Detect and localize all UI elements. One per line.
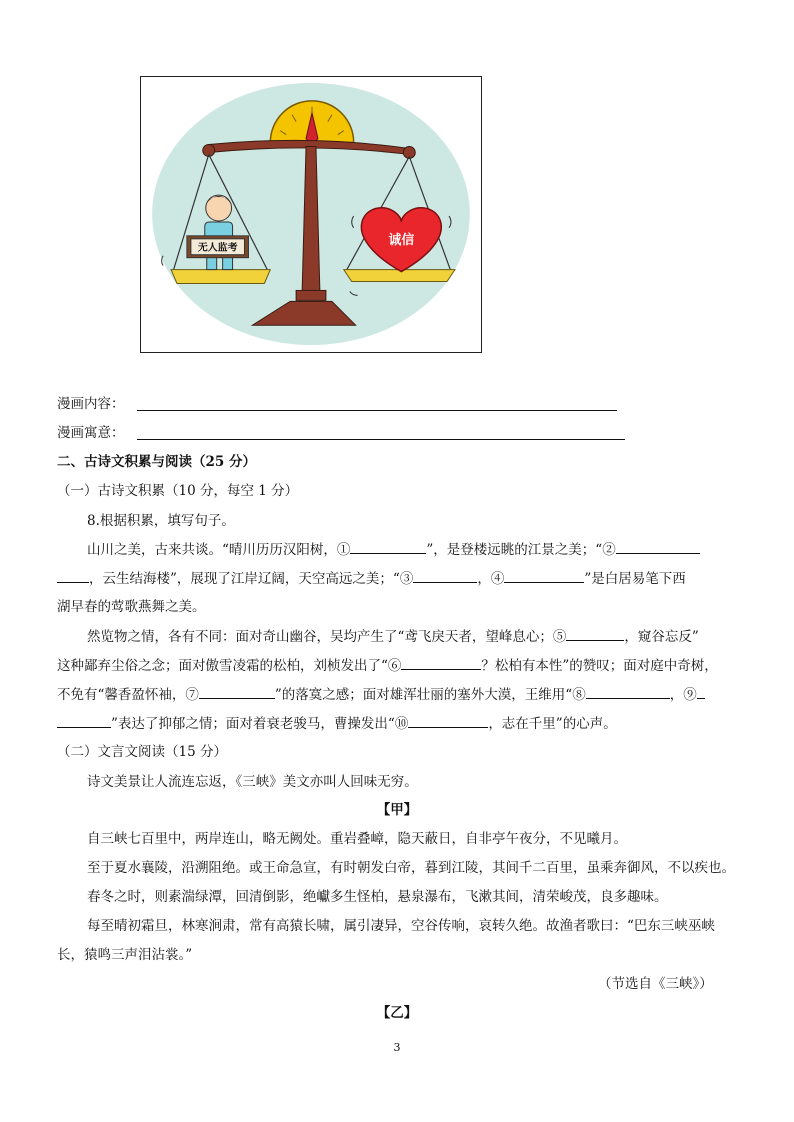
- jia-paragraph-1: 自三峡七百里中，两岸连山，略无阙处。重岩叠嶂，隐天蔽日，自非亭午夜分，不见曦月。: [87, 831, 627, 847]
- blank-2a[interactable]: [616, 539, 700, 554]
- question-8: 8.根据积累，填写句子。: [87, 513, 235, 529]
- paragraph-2-line-2: 这种鄙弃尘俗之念；面对傲雪凌霜的松柏，刘桢发出了“⑥ ？松柏有本性”的赞叹；面对庭中奇树，: [57, 655, 718, 676]
- page-number: 3: [393, 1041, 401, 1054]
- paragraph-1-line-3: 湖早春的莺歌燕舞之美。: [57, 599, 206, 615]
- blank-3[interactable]: [413, 568, 477, 583]
- blank-9b[interactable]: [57, 713, 111, 728]
- part2-title: （二）文言文阅读（15 分）: [57, 744, 227, 760]
- comic-content-label: 漫画内容：: [57, 396, 125, 412]
- blank-1[interactable]: [350, 539, 426, 554]
- yi-title: 【乙】: [376, 1005, 418, 1021]
- paragraph-2-line-1: 然览物之情，各有不同：面对奇山幽谷，吴均产生了“鸢飞戾天者，望峰息心；⑤ ，窥谷忘反”: [87, 626, 699, 647]
- label-integrity: 诚信: [388, 232, 415, 248]
- jia-paragraph-2: 至于夏水襄陵，沿溯阻绝。或王命急宣，有时朝发白帝，暮到江陵，其间千二百里，虽乘奔御风，不以疾也。: [87, 860, 735, 876]
- comic-content-blank[interactable]: [137, 409, 617, 411]
- blank-2b[interactable]: [57, 568, 89, 583]
- part1-title: （一）古诗文积累（10 分，每空 1 分）: [57, 483, 299, 499]
- jia-paragraph-3: 春冬之时，则素湍绿潭，回清倒影，绝巘多生怪柏，悬泉瀑布，飞漱其间，清荣峻茂，良多趣味。: [87, 889, 668, 905]
- blank-9a[interactable]: [697, 684, 705, 699]
- person-head: [206, 195, 232, 221]
- left-pan: [171, 270, 270, 284]
- right-pan: [344, 270, 455, 282]
- blank-10[interactable]: [408, 713, 488, 728]
- blank-7[interactable]: [199, 684, 275, 699]
- jia-paragraph-4-cont: 长，猿鸣三声泪沾裳。”: [57, 947, 193, 963]
- intro-text: 诗文美景让人流连忘返，《三峡》美文亦叫人回味无穷。: [87, 774, 418, 790]
- paragraph-2-line-3: 不免有“馨香盈怀袖，⑦ ”的落寞之感；面对雄浑壮丽的塞外大漠，王维用“⑧ ，⑨: [57, 684, 705, 705]
- paragraph-2-line-4: ”表达了抑郁之情；面对着衰老骏马，曹操发出“⑩ ，志在千里”的心声。: [57, 713, 617, 734]
- paragraph-1-line-1: 山川之美，古来共谈。“晴川历历汉阳树，① ”，是登楼远眺的江景之美；“②: [87, 539, 700, 560]
- jia-paragraph-4: 每至晴初霜旦，林寒涧肃，常有高猿长啸，属引凄异，空谷传响，哀转久绝。故渔者歌曰：“巴东三峡巫峡: [87, 918, 715, 934]
- blank-5[interactable]: [566, 626, 624, 641]
- jia-title: 【甲】: [376, 802, 418, 818]
- blank-8[interactable]: [586, 684, 670, 699]
- scale-illustration: [141, 77, 481, 352]
- comic-meaning-label: 漫画寓意：: [57, 425, 125, 441]
- blank-4[interactable]: [504, 568, 584, 583]
- comic-meaning-blank[interactable]: [137, 438, 625, 440]
- paragraph-1-line-2: ，云生结海楼”，展现了江岸辽阔，天空高远之美；“③ ，④ ”是白居易笔下西: [57, 568, 686, 589]
- source-note: （节选自《三峡》）: [598, 976, 713, 992]
- cartoon-image: [140, 76, 482, 353]
- label-no-proctor: 无人监考: [197, 242, 238, 254]
- section-title: 二、古诗文积累与阅读（25 分）: [57, 454, 256, 470]
- blank-6[interactable]: [401, 655, 481, 670]
